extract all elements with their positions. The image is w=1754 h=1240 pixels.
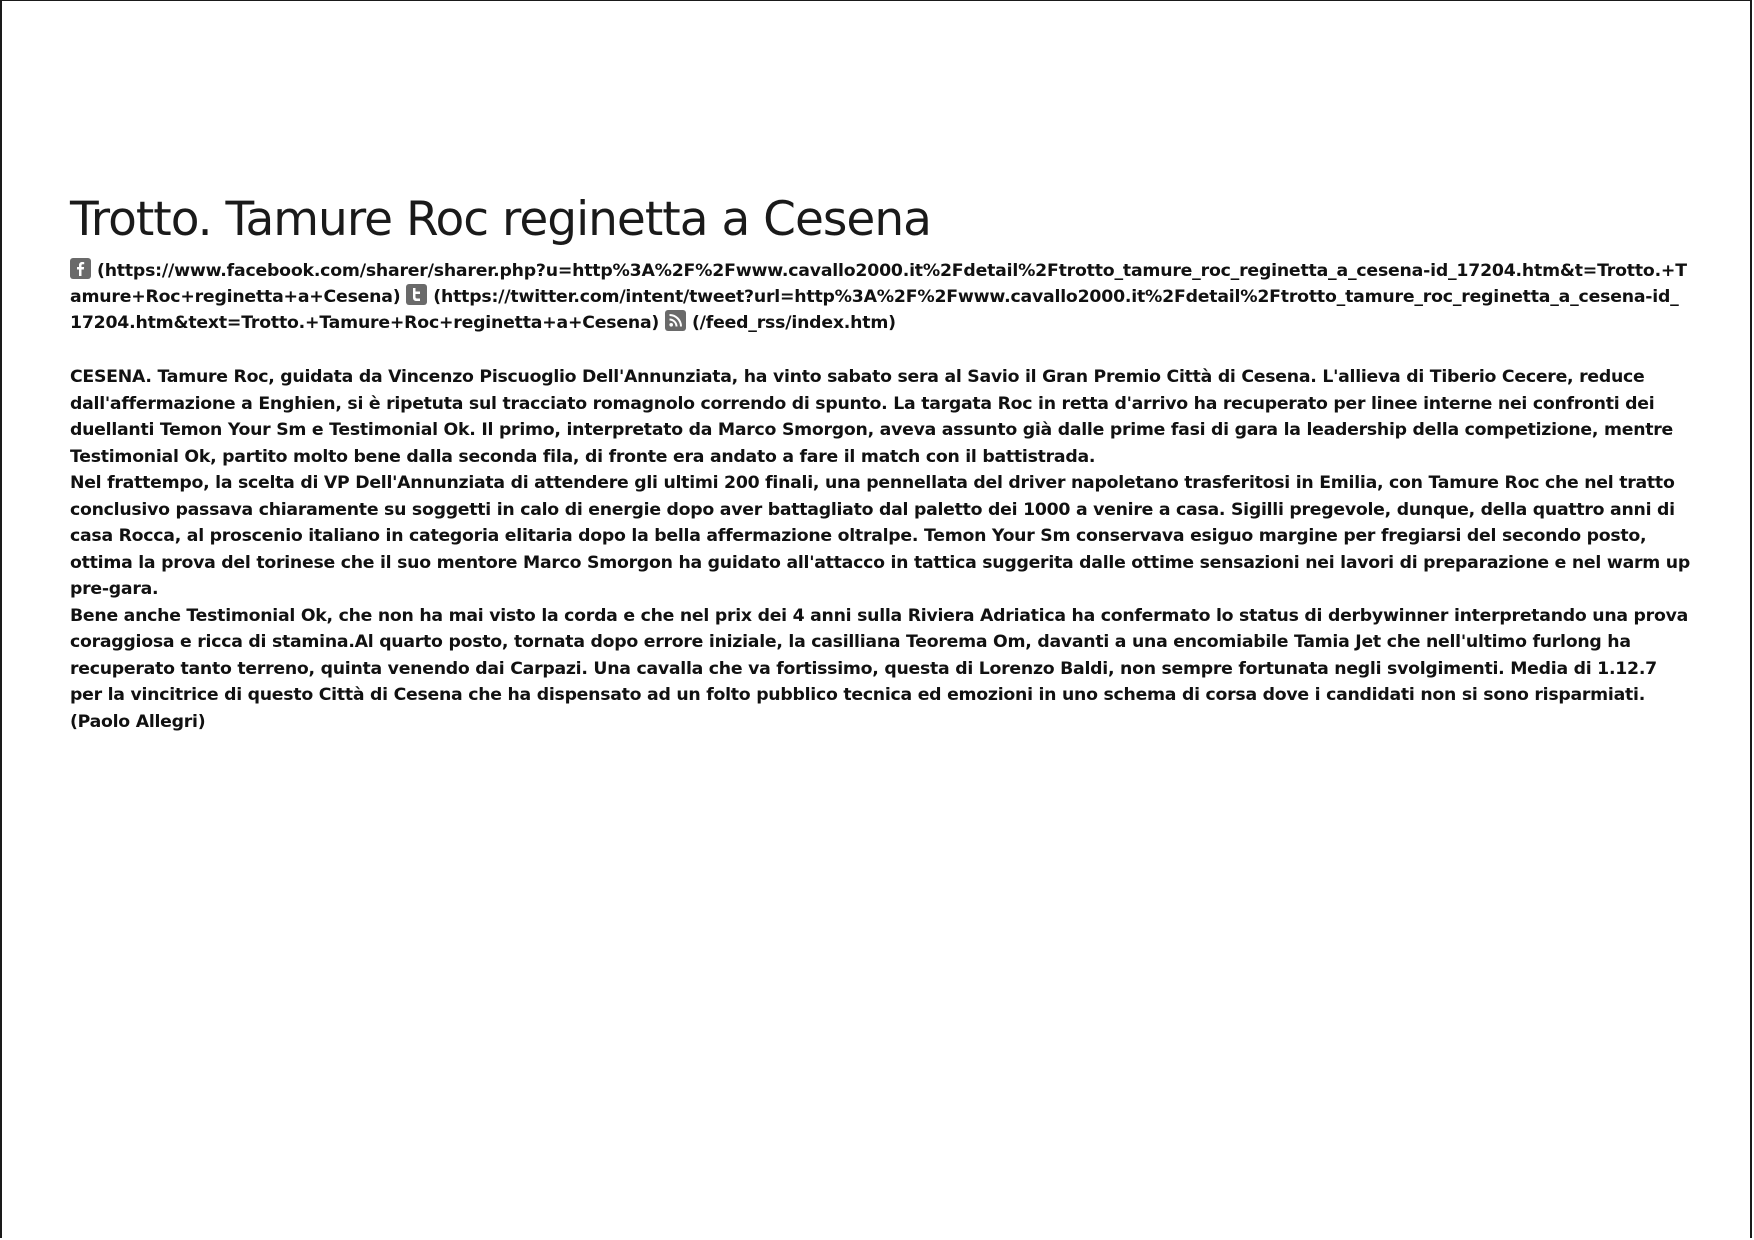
facebook-icon[interactable] — [70, 258, 91, 279]
share-links — [70, 258, 1690, 336]
article-paragraph: Nel frattempo, la scelta di VP Dell'Annunziata di attendere gli ultimi 200 finali, una pennellata del driver napoletano trasferitosi in Emilia, con Tamure Roc che nel tratto conclusivo passava chiaramente su soggetti in calo di energie dopo aver battagliato dal paletto dei 1000 a venire a casa. Sigilli pregevole, dunque, della quattro anni di casa Rocca, al proscenio italiano in categoria elitaria dopo la bella affermazione oltralpe. Temon Your Sm conservava esiguo margine per fregiarsi del secondo posto, ottima la prova del torinese che il suo mentore Marco Smorgon ha guidato all'attacco in tattica suggerita dalle ottime sensazioni nei lavori di preparazione e nel warm up pre-gara. — [70, 473, 1690, 599]
article-paragraph: Bene anche Testimonial Ok, che non ha mai visto la corda e che nel prix dei 4 anni sulla Riviera Adriatica ha confermato lo status di derbywinner interpretando una prova coraggiosa e ricca di stamina.Al quarto posto, tornata dopo errore iniziale, la casilliana Teorema Om, davanti a una encomiabile Tamia Jet che nell'ultimo furlong ha recuperato tanto terreno, quinta venendo dai Carpazi. Una cavalla che va fortissimo, questa di Lorenzo Baldi, non sempre fortunata negli svolgimenti. Media di 1.12.7 per la vincitrice di questo Città di Cesena che ha dispensato ad un folto pubblico tecnica ed emozioni in uno schema di corsa dove i candidati non si sono risparmiati. (Paolo Allegri) — [70, 605, 1688, 732]
article-body — [70, 364, 1690, 735]
twitter-icon[interactable] — [406, 284, 427, 305]
article-paragraph: CESENA. Tamure Roc, guidata da Vincenzo Piscuoglio Dell'Annunziata, ha vinto sabato sera al Savio il Gran Premio Città di Cesena. L'allieva di Tiberio Cecere, reduce dall'affermazione a Enghien, si è ripetuta sul tracciato romagnolo correndo di spunto. La targata Roc in retta d'arrivo ha recuperato per linee interne nei confronti dei duellanti Temon Your Sm e Testimonial Ok. Il primo, interpretato da Marco Smorgon, aveva assunto già dalle prime fasi di gara la leadership della competizione, mentre Testimonial Ok, partito molto bene dalla seconda fila, di fronte era andato a fare il match con il battistrada. — [70, 367, 1674, 467]
rss-feed-link[interactable]: (/feed_rss/index.htm) — [691, 313, 896, 333]
twitter-share-link[interactable]: (https://twitter.com/intent/tweet?url=http%3A%2F%2Fwww.cavallo2000.it%2Fdetail%2Ftrotto_tamure_roc_reginetta_a_cesena-id_17204.htm&text=Trotto.+Tamure+Roc+reginetta+a+Cesena) — [70, 287, 1679, 333]
article-title: Trotto. Tamure Roc reginetta a Cesena — [70, 192, 931, 247]
facebook-share-link[interactable]: (https://www.facebook.com/sharer/sharer.php?u=http%3A%2F%2Fwww.cavallo2000.it%2Fdetail%2Ftrotto_tamure_roc_reginetta_a_cesena-id_17204.htm&t=Trotto.+Tamure+Roc+reginetta+a+Cesena) — [70, 261, 1687, 307]
article — [70, 190, 1690, 735]
rss-icon[interactable] — [665, 310, 686, 331]
